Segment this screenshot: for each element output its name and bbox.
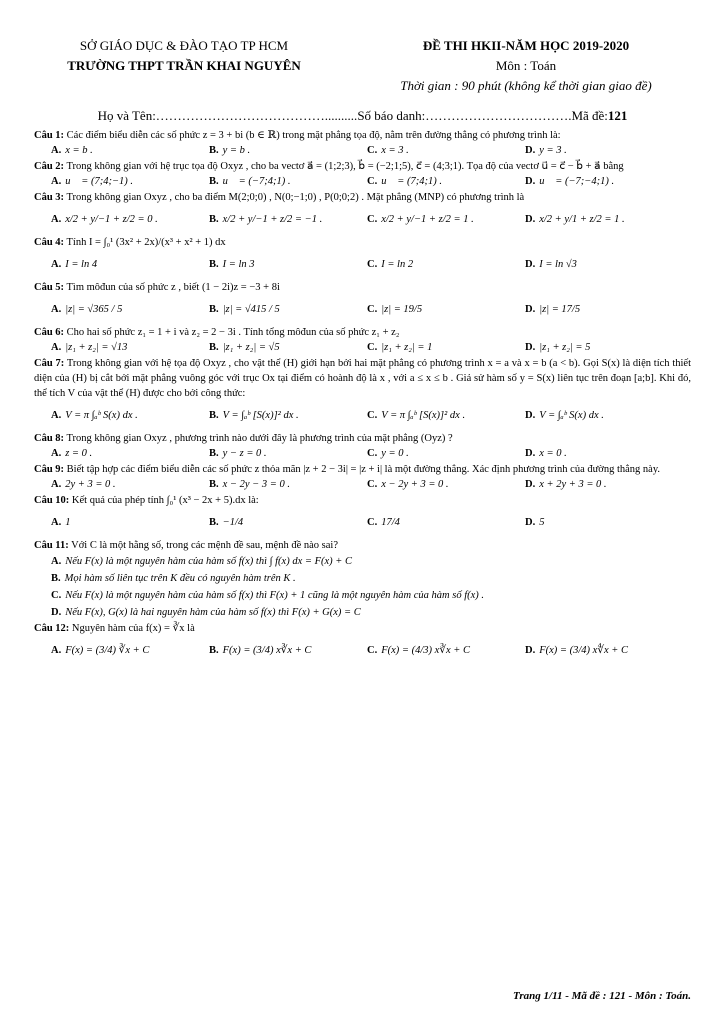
question-label: Câu 2: xyxy=(34,161,65,172)
option-text: V = π ∫ₐᵇ [S(x)]² dx . xyxy=(381,410,466,421)
answer-option[interactable] xyxy=(367,205,525,235)
option-letter: B. xyxy=(209,304,219,315)
option-text: x = 0 . xyxy=(539,448,567,459)
question-7 xyxy=(34,356,691,401)
option-text: |z₁ + z₂| = 1 xyxy=(381,342,433,353)
option-letter: C. xyxy=(367,176,378,187)
department-name: SỞ GIÁO DỤC & ĐÀO TẠO TP HCM xyxy=(79,38,289,53)
option-text: |z| = 17/5 xyxy=(539,304,581,315)
answer-options xyxy=(34,295,691,325)
option-text: F(x) = (4/3) x∛x + C xyxy=(381,645,471,656)
option-letter: D. xyxy=(525,645,536,656)
question-text: Các điểm biểu diễn các số phức z = 3 + bi (b ∈ ℝ) trong mặt phẳng tọa độ, nằm trên đường thẳng có phương trình là: xyxy=(66,130,561,141)
question-text: Nguyên hàm của f(x) = ∛x là xyxy=(71,623,195,634)
option-letter: D. xyxy=(525,479,536,490)
option-text: x = 3 . xyxy=(381,145,409,156)
question-label: Câu 9: xyxy=(34,464,65,475)
option-text: |z₁ + z₂| = √5 xyxy=(222,342,280,353)
question-text: Kết quả của phép tính ∫₀¹ (x³ − 2x + 5).dx là: xyxy=(71,495,259,506)
option-letter: B. xyxy=(209,410,219,421)
answer-option[interactable] xyxy=(51,205,209,235)
answer-option[interactable] xyxy=(367,143,525,159)
option-text: x = b . xyxy=(65,145,93,156)
option-text: x/2 + y/−1 + z/2 = 1 . xyxy=(381,214,474,225)
option-letter: A. xyxy=(51,556,62,567)
option-text: V = ∫ₐᵇ [S(x)]² dx . xyxy=(222,410,299,421)
answer-option[interactable] xyxy=(209,250,367,280)
option-letter: A. xyxy=(51,342,62,353)
option-letter: A. xyxy=(51,479,62,490)
option-letter: B. xyxy=(209,517,219,528)
option-letter: C. xyxy=(367,214,378,225)
option-letter: D. xyxy=(525,176,536,187)
option-letter: B. xyxy=(51,573,61,584)
option-letter: A. xyxy=(51,645,62,656)
answer-option[interactable] xyxy=(367,446,525,462)
answer-options xyxy=(34,174,691,190)
question-text: Với C là một hằng số, trong các mệnh đề sau, mệnh đề nào sai? xyxy=(71,540,338,551)
option-text: Nếu F(x), G(x) là hai nguyên hàm của hàm số f(x) thì F(x) + G(x) = C xyxy=(65,607,361,618)
page-footer: Trang 1/11 - Mã đề : 121 - Môn : Toán. xyxy=(513,990,691,1002)
answer-option[interactable] xyxy=(209,143,367,159)
time-limit: Thời gian : 90 phút (không kể thời gian giao đề) xyxy=(400,78,652,93)
question-label: Câu 6: xyxy=(34,327,65,338)
question-2 xyxy=(34,159,691,174)
answer-option[interactable] xyxy=(209,508,367,538)
option-text: |z| = √415 / 5 xyxy=(222,304,280,315)
question-10 xyxy=(34,493,691,508)
option-text: V = ∫ₐᵇ S(x) dx . xyxy=(539,410,604,421)
answer-option[interactable] xyxy=(367,174,525,190)
answer-option[interactable] xyxy=(51,508,209,538)
option-text: |z₁ + z₂| = √13 xyxy=(65,342,128,353)
answer-option[interactable] xyxy=(51,446,209,462)
option-text: −1/4 xyxy=(222,517,244,528)
answer-option[interactable] xyxy=(525,477,683,493)
answer-options xyxy=(34,250,691,280)
option-text: u⃗ = (7;4;1) . xyxy=(381,176,442,187)
option-letter: B. xyxy=(209,342,219,353)
answer-option[interactable] xyxy=(525,340,683,356)
question-9 xyxy=(34,462,691,477)
answer-option[interactable] xyxy=(51,636,209,666)
question-label: Câu 4: xyxy=(34,237,65,248)
option-letter: C. xyxy=(367,448,378,459)
exam-title: ĐỀ THI HKII-NĂM HỌC 2019-2020 xyxy=(422,38,630,53)
question-text: Cho hai số phức z₁ = 1 + i và z₂ = 2 − 3i . Tính tổng môđun của số phức z₁ + z₂ xyxy=(66,327,400,338)
option-text: |z₁ + z₂| = 5 xyxy=(539,342,591,353)
answer-option[interactable] xyxy=(51,174,209,190)
option-letter: D. xyxy=(525,259,536,270)
answer-option[interactable] xyxy=(367,340,525,356)
answer-option[interactable] xyxy=(209,174,367,190)
option-text: I = ln √3 xyxy=(539,259,577,270)
option-text: I = ln 4 xyxy=(65,259,98,270)
option-letter: A. xyxy=(51,410,62,421)
answer-option[interactable] xyxy=(51,340,209,356)
option-letter: A. xyxy=(51,176,62,187)
question-text: Trong không gian với hệ trục tọa độ Oxyz , cho ba vectơ a⃗ = (1;2;3), b⃗ = (−2;1;5), c⃗ = (4;3;1). Tọa độ của vectơ u⃗ = c⃗ − b⃗ + a⃗ bằng xyxy=(66,161,624,172)
answer-option[interactable] xyxy=(367,508,525,538)
option-text: y = b . xyxy=(222,145,251,156)
answer-option[interactable] xyxy=(51,553,691,570)
answer-option[interactable] xyxy=(367,250,525,280)
option-letter: B. xyxy=(209,214,219,225)
question-text: Biết tập hợp các điểm biểu diễn các số phức z thỏa mãn |z + 2 − 3i| = |z + i| là một đường thẳng. Xác định phương trình của đường thẳng này. xyxy=(66,464,661,475)
answer-option[interactable] xyxy=(51,295,209,325)
option-text: y − z = 0 . xyxy=(222,448,267,459)
option-letter: A. xyxy=(51,304,62,315)
answer-option[interactable] xyxy=(367,401,525,431)
question-text: Trong không gian với hệ tọa độ Oxyz , cho vật thể (H) giới hạn bởi hai mặt phẳng có phương trình x = a và x = b (a < b). Gọi S(x) là diện tích thiết diện của (H) bị cắt bởi mặt phẳng vuông góc với trục Ox tại điểm có hoành độ là x , với a ≤ x ≤ b . Giả sử hàm số y = S(x) liên tục trên đoạn [a;b]. Khi đó, thể tích V của vật thể (H) được cho bởi công thức: xyxy=(34,358,691,399)
option-letter: C. xyxy=(367,517,378,528)
option-letter: C. xyxy=(51,590,62,601)
option-letter: D. xyxy=(525,304,536,315)
answer-options xyxy=(34,446,691,462)
option-text: Nếu F(x) là một nguyên hàm của hàm số f(x) thì ∫ f(x) dx = F(x) + C xyxy=(65,556,352,567)
option-letter: C. xyxy=(367,410,378,421)
header-right xyxy=(361,36,691,96)
answer-option[interactable] xyxy=(51,604,691,621)
answer-option[interactable] xyxy=(525,205,683,235)
option-letter: D. xyxy=(525,410,536,421)
option-letter: A. xyxy=(51,145,62,156)
option-text: F(x) = (3/4) ∛x + C xyxy=(65,645,150,656)
question-text: Trong không gian Oxyz , cho ba điểm M(2;0;0) , N(0;−1;0) , P(0;0;2) . Mặt phẳng (MNP) có phương trình là xyxy=(66,192,525,203)
option-letter: C. xyxy=(367,645,378,656)
answer-option[interactable] xyxy=(209,446,367,462)
option-text: x − 2y − 3 = 0 . xyxy=(222,479,290,490)
option-letter: D. xyxy=(525,342,536,353)
answer-option[interactable] xyxy=(209,477,367,493)
name-field: Họ và Tên:………………………………….......... xyxy=(97,108,358,123)
answer-option[interactable] xyxy=(525,174,683,190)
answer-option[interactable] xyxy=(209,295,367,325)
option-letter: A. xyxy=(51,448,62,459)
option-text: I = ln 3 xyxy=(222,259,255,270)
answer-option[interactable] xyxy=(525,446,683,462)
question-8 xyxy=(34,431,691,446)
answer-option[interactable] xyxy=(51,250,209,280)
option-text: 17/4 xyxy=(381,517,400,528)
question-3 xyxy=(34,190,691,205)
option-text: u⃗ = (−7;−4;1) . xyxy=(539,176,615,187)
answer-options xyxy=(34,340,691,356)
answer-option[interactable] xyxy=(525,250,683,280)
question-label: Câu 7: xyxy=(34,358,65,369)
option-text: F(x) = (3/4) x∛x + C xyxy=(222,645,312,656)
header-left xyxy=(34,36,334,96)
option-text: x/2 + y/1 + z/2 = 1 . xyxy=(539,214,625,225)
option-text: y = 3 . xyxy=(539,145,567,156)
question-label: Câu 5: xyxy=(34,282,65,293)
option-letter: D. xyxy=(525,214,536,225)
answer-options xyxy=(34,143,691,159)
option-letter: A. xyxy=(51,214,62,225)
school-name: TRƯỜNG THPT TRẦN KHAI NGUYÊN xyxy=(67,58,301,73)
answer-option[interactable] xyxy=(209,340,367,356)
option-letter: C. xyxy=(367,479,378,490)
answer-options xyxy=(34,636,691,666)
question-5 xyxy=(34,280,691,295)
answer-option[interactable] xyxy=(525,636,683,666)
ma-de-label: Mã đề: xyxy=(571,108,608,123)
question-6 xyxy=(34,325,691,340)
option-letter: B. xyxy=(209,645,219,656)
student-info-line xyxy=(34,108,691,124)
question-label: Câu 1: xyxy=(34,130,65,141)
option-letter: C. xyxy=(367,342,378,353)
answer-option[interactable] xyxy=(209,636,367,666)
question-text: Tính I = ∫₀¹ (3x² + 2x)/(x³ + x² + 1) dx xyxy=(66,237,226,248)
answer-options xyxy=(34,401,691,431)
subject: Môn : Toán xyxy=(495,58,557,73)
question-text: Trong không gian Oxyz , phương trình nào dưới đây là phương trình của mặt phẳng (Oyz) ? xyxy=(66,433,453,444)
option-text: 5 xyxy=(539,517,545,528)
option-text: V = π ∫ₐᵇ S(x) dx . xyxy=(65,410,138,421)
answer-options xyxy=(34,553,691,621)
option-text: |z| = √365 / 5 xyxy=(65,304,123,315)
option-letter: D. xyxy=(51,607,62,618)
option-letter: D. xyxy=(525,145,536,156)
option-letter: B. xyxy=(209,145,219,156)
answer-options xyxy=(34,508,691,538)
answer-option[interactable] xyxy=(367,636,525,666)
question-list xyxy=(34,128,691,666)
option-letter: A. xyxy=(51,517,62,528)
question-label: Câu 3: xyxy=(34,192,65,203)
option-text: Mọi hàm số liên tục trên K đều có nguyên hàm trên K . xyxy=(64,573,296,584)
option-text: x/2 + y/−1 + z/2 = 0 . xyxy=(65,214,158,225)
answer-options xyxy=(34,205,691,235)
answer-options xyxy=(34,477,691,493)
question-text: Tìm môđun của số phức z , biết (1 − 2i)z = −3 + 8i xyxy=(66,282,280,293)
option-letter: C. xyxy=(367,145,378,156)
answer-option[interactable] xyxy=(525,143,683,159)
question-11 xyxy=(34,538,691,553)
answer-option[interactable] xyxy=(51,587,691,604)
option-text: I = ln 2 xyxy=(381,259,414,270)
option-letter: B. xyxy=(209,176,219,187)
option-text: u⃗ = (−7;4;1) . xyxy=(222,176,291,187)
option-text: 2y + 3 = 0 . xyxy=(65,479,116,490)
sbd-field: Số báo danh:……………………………. xyxy=(357,108,572,123)
answer-option[interactable] xyxy=(525,508,683,538)
answer-option[interactable] xyxy=(525,401,683,431)
option-letter: C. xyxy=(367,304,378,315)
option-letter: B. xyxy=(209,448,219,459)
option-text: y = 0 . xyxy=(381,448,409,459)
answer-option[interactable] xyxy=(209,205,367,235)
option-text: x + 2y + 3 = 0 . xyxy=(539,479,607,490)
option-letter: B. xyxy=(209,479,219,490)
question-4 xyxy=(34,235,691,250)
option-letter: C. xyxy=(367,259,378,270)
option-text: x − 2y + 3 = 0 . xyxy=(381,479,449,490)
question-12 xyxy=(34,621,691,636)
question-label: Câu 8: xyxy=(34,433,65,444)
ma-de-value: 121 xyxy=(607,108,628,123)
option-text: 1 xyxy=(65,517,71,528)
option-text: x/2 + y/−1 + z/2 = −1 . xyxy=(222,214,323,225)
question-label: Câu 10: xyxy=(34,495,70,506)
option-text: z = 0 . xyxy=(65,448,93,459)
option-text: u⃗ = (7;4;−1) . xyxy=(65,176,134,187)
option-letter: B. xyxy=(209,259,219,270)
question-label: Câu 12: xyxy=(34,623,70,634)
option-letter: D. xyxy=(525,517,536,528)
answer-option[interactable] xyxy=(51,401,209,431)
option-text: |z| = 19/5 xyxy=(381,304,423,315)
question-label: Câu 11: xyxy=(34,540,69,551)
question-1 xyxy=(34,128,691,143)
exam-header xyxy=(34,36,691,96)
answer-option[interactable] xyxy=(51,477,209,493)
option-text: Nếu F(x) là một nguyên hàm của hàm số f(x) thì F(x) + 1 cũng là một nguyên hàm của hàm số f(x) . xyxy=(65,590,485,601)
answer-option[interactable] xyxy=(367,295,525,325)
answer-option[interactable] xyxy=(51,143,209,159)
option-letter: D. xyxy=(525,448,536,459)
answer-option[interactable] xyxy=(525,295,683,325)
option-letter: A. xyxy=(51,259,62,270)
option-text: F(x) = (3/4) x∜x + C xyxy=(539,645,629,656)
answer-option[interactable] xyxy=(51,570,691,587)
answer-option[interactable] xyxy=(209,401,367,431)
answer-option[interactable] xyxy=(367,477,525,493)
